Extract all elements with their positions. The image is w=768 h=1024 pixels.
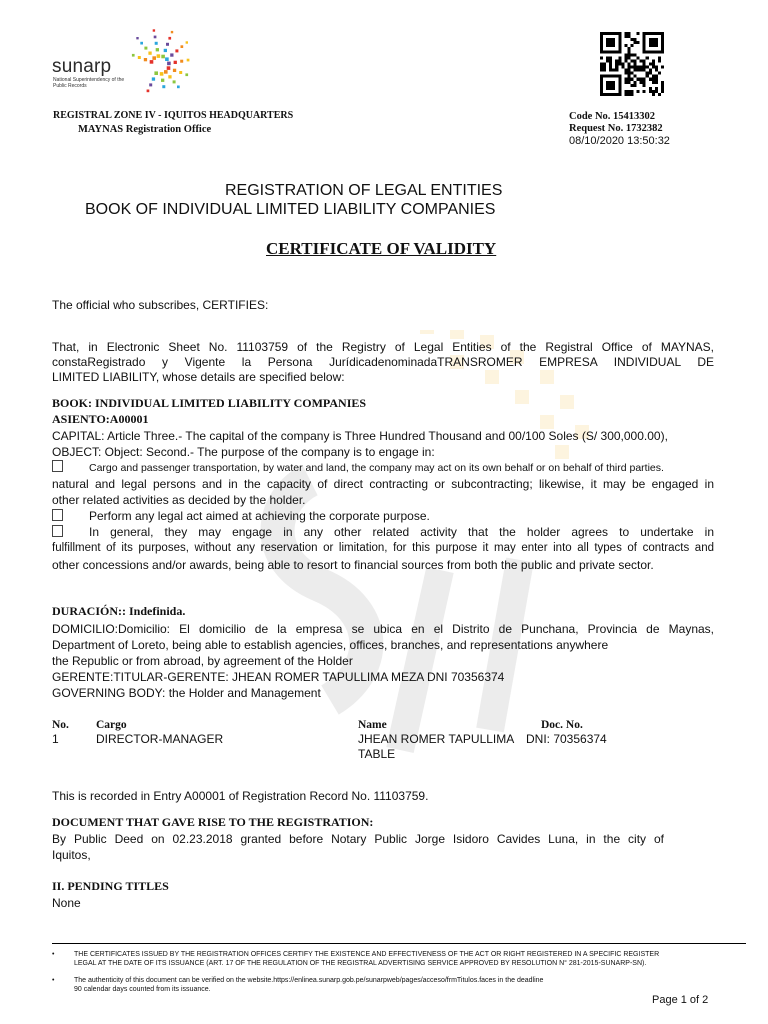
object-item-1-line3: other related activities as decided by the holder. [52, 493, 306, 507]
document-line2: Iquitos, [52, 848, 91, 862]
capital-line: CAPITAL: Article Three.- The capital of the company is Three Hundred Thousand and 00/100 Soles (S/ 300,000.00), [52, 429, 668, 443]
document-line1: By Public Deed on 02.23.2018 granted before Notary Public Jorge Isidoro Cavides Luna, in the city of [52, 832, 664, 846]
page-indicator: Page 1 of 2 [652, 994, 709, 1006]
book-heading: BOOK: INDIVIDUAL LIMITED LIABILITY COMPANIES [52, 396, 367, 410]
registration-office: MAYNAS Registration Office [78, 124, 212, 135]
code-block [569, 111, 663, 135]
table-header-doc: Doc. No. [541, 719, 583, 731]
certifies-line: The official who subscribes, CERTIFIES: [52, 298, 269, 312]
row-no: 1 [52, 732, 59, 746]
row-doc: DNI: 70356374 [526, 732, 607, 746]
object-item-1-line1: Cargo and passenger transportation, by water and land, the company may act on its own behalf or on behalf of third parties. [52, 460, 664, 476]
title-line1: REGISTRATION OF LEGAL ENTITIES [225, 182, 503, 199]
pending-heading: II. PENDING TITLES [52, 879, 169, 893]
footnote-bullet: • [52, 951, 55, 958]
row-extra: TABLE [358, 747, 396, 761]
footer-divider [52, 943, 746, 944]
object-item-1-line2: natural and legal persons and in the capacity of direct contracting or subcontracting; likewise, it may be engaged in [52, 477, 714, 491]
footnote-1: • THE CERTIFICATES ISSUED BY THE REGISTRATION OFFICES CERTIFY THE EXISTENCE AND EFFECTIVENESS OF THE ACT OR RIGHT REGISTERED IN A SPECIFIC REGISTER LEGAL AT THE DATE OF ITS ISSUANCE (ART. 17 OF THE REGULATION OF THE REGISTRAL ADVERTISING SERVICE APPROVED BY RESOLUTION N° 281-2015-SUNARP-SN). [52, 951, 660, 967]
bullet-box-icon [52, 509, 63, 521]
footnote-2: • The authenticity of this document can be verified on the website.https://enlinea.sunarp.gob.pe/sunarpweb/pages/acceso/frmTitulos.faces in the deadline 90 calendar days counted from its issuance. [52, 977, 544, 993]
row-name: JHEAN ROMER TAPULLIMA [358, 732, 515, 746]
title-line2: BOOK OF INDIVIDUAL LIMITED LIABILITY COMPANIES [85, 201, 496, 218]
gerente-line: GERENTE:TITULAR-GERENTE: JHEAN ROMER TAPULLIMA MEZA DNI 70356374 [52, 670, 505, 684]
domicilio-line3: the Republic or from abroad, by agreement of the Holder [52, 654, 353, 668]
table-header-name: Name [358, 719, 387, 731]
row-cargo: DIRECTOR-MANAGER [96, 732, 224, 746]
code-number: Code No. 15413302 [569, 111, 656, 122]
intro-line1: That, in Electronic Sheet No. 11103759 of the Registry of Legal Entities of the Registral Office of MAYNAS, [52, 340, 714, 354]
recorded-line: This is recorded in Entry A00001 of Registration Record No. 11103759. [52, 789, 429, 803]
footnote-bullet: • [52, 977, 55, 984]
bullet-box-icon [52, 460, 63, 472]
domicilio-line1: DOMICILIO:Domicilio: El domicilio de la empresa se ubica en el Distrito de Punchana, Provincia de Maynas, [52, 622, 714, 636]
request-number: Request No. 1732382 [569, 123, 663, 134]
object-item-3-line3: other concessions and/or awards, being able to resort to financial sources from both the public and private sector. [52, 558, 654, 572]
object-item-2: Perform any legal act aimed at achieving the corporate purpose. [52, 508, 430, 524]
certificate-title: CERTIFICATE OF VALIDITY [266, 239, 497, 258]
logo-name: sunarp [52, 56, 112, 77]
object-item-3-line1: In general, they may engage in any other related activity that the holder agrees to undertake in [52, 524, 714, 540]
logo-subtitle: National Superintendency of the Public Records [53, 77, 125, 89]
object-item-3-line2: fulfillment of its purposes, without any reservation or limitation, for this purpose it may enter into all types of contracts and [52, 542, 714, 554]
governing-line: GOVERNING BODY: the Holder and Management [52, 686, 321, 700]
pending-value: None [52, 896, 81, 910]
bullet-box-icon [52, 525, 63, 537]
table-header-no: No. [52, 719, 69, 731]
domicilio-line2: Department of Loreto, being able to establish agencies, offices, branches, and representations anywhere [52, 638, 609, 652]
qr-code [600, 32, 664, 96]
duracion-heading: DURACIÓN:: Indefinida. [52, 604, 186, 618]
registral-zone: REGISTRAL ZONE IV - IQUITOS HEADQUARTERS [53, 110, 294, 121]
document-heading: DOCUMENT THAT GAVE RISE TO THE REGISTRATION: [52, 815, 374, 829]
intro-line3: LIMITED LIABILITY, whose details are specified below: [52, 370, 345, 384]
intro-line2: constaRegistrado y Vigente la Persona JurídicadenominadaTRANSROMER EMPRESA INDIVIDUAL DE [52, 355, 714, 369]
asiento-heading: ASIENTO:A00001 [52, 412, 149, 426]
object-line: OBJECT: Object: Second.- The purpose of the company is to engage in: [52, 445, 435, 459]
table-header-cargo: Cargo [96, 719, 127, 731]
issue-datetime: 08/10/2020 13:50:32 [569, 135, 670, 147]
